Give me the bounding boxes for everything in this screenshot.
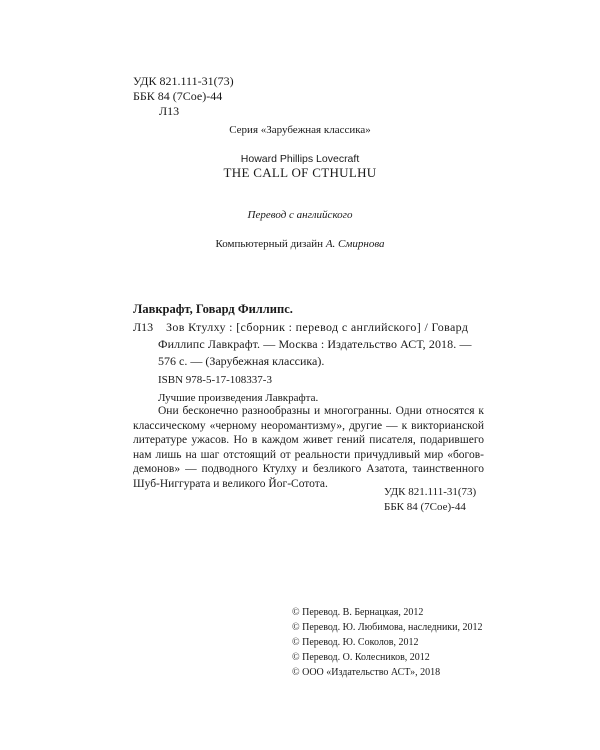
- bibliographic-heading: Лавкрафт, Говард Филлипс.: [133, 302, 293, 316]
- original-title: THE CALL OF CTHULHU: [223, 165, 377, 180]
- bibliographic-mark: Л13: [133, 320, 154, 334]
- bbk-code: ББК 84 (7Сое)-44: [133, 89, 223, 103]
- annotation-subtitle: Лучшие произведения Лавкрафта.: [158, 392, 319, 404]
- copyright-line: © Перевод. В. Бернацкая, 2012: [292, 607, 424, 618]
- series-name: Серия «Зарубежная классика»: [229, 124, 371, 136]
- bibliographic-record-line-2: Филлипс Лавкрафт. — Москва : Издательство АСТ, 2018. —: [158, 337, 472, 351]
- bibliographic-record-line-1: Зов Ктулху : [сборник : перевод с английского] / Говард: [166, 320, 469, 334]
- copyright-list: [292, 605, 483, 680]
- copyright-line: © Перевод. Ю. Соколов, 2012: [292, 637, 419, 648]
- design-credit-label: Компьютерный дизайн: [215, 238, 324, 250]
- copyright-line: © Перевод. Ю. Любимова, наследники, 2012: [292, 622, 483, 633]
- copyright-line: © ООО «Издательство АСТ», 2018: [292, 667, 441, 678]
- original-author: Howard Phillips Lovecraft: [240, 153, 360, 165]
- bottom-udk-code: УДК 821.111-31(73): [384, 486, 477, 498]
- bibliographic-record-line-3: 576 с. — (Зарубежная классика).: [158, 354, 325, 368]
- udk-code: УДК 821.111-31(73): [133, 74, 234, 88]
- isbn: ISBN 978-5-17-108337-3: [158, 374, 272, 386]
- design-credit: [0, 237, 600, 251]
- design-credit-name: А. Смирнова: [325, 238, 385, 250]
- author-mark: Л13: [159, 104, 180, 118]
- bottom-bbk-code: ББК 84 (7Сое)-44: [384, 501, 466, 513]
- copyright-line: © Перевод. О. Колесников, 2012: [292, 652, 430, 663]
- translation-note: Перевод с английского: [247, 209, 353, 221]
- annotation-text: Они бесконечно разнообразны и многогранны. Одни относятся к классическому «черному неоромантизму», другие — к викторианской литературе ужасов. Но в каждом живет гений писателя, подарившего нам лишь на шаг отстоящий от реальности причудливый мир «богов-демонов» — подводного Ктулху и безликого Азатота, таинственного Шуб-Ниггурата и великого Йог-Сотота.: [133, 405, 484, 490]
